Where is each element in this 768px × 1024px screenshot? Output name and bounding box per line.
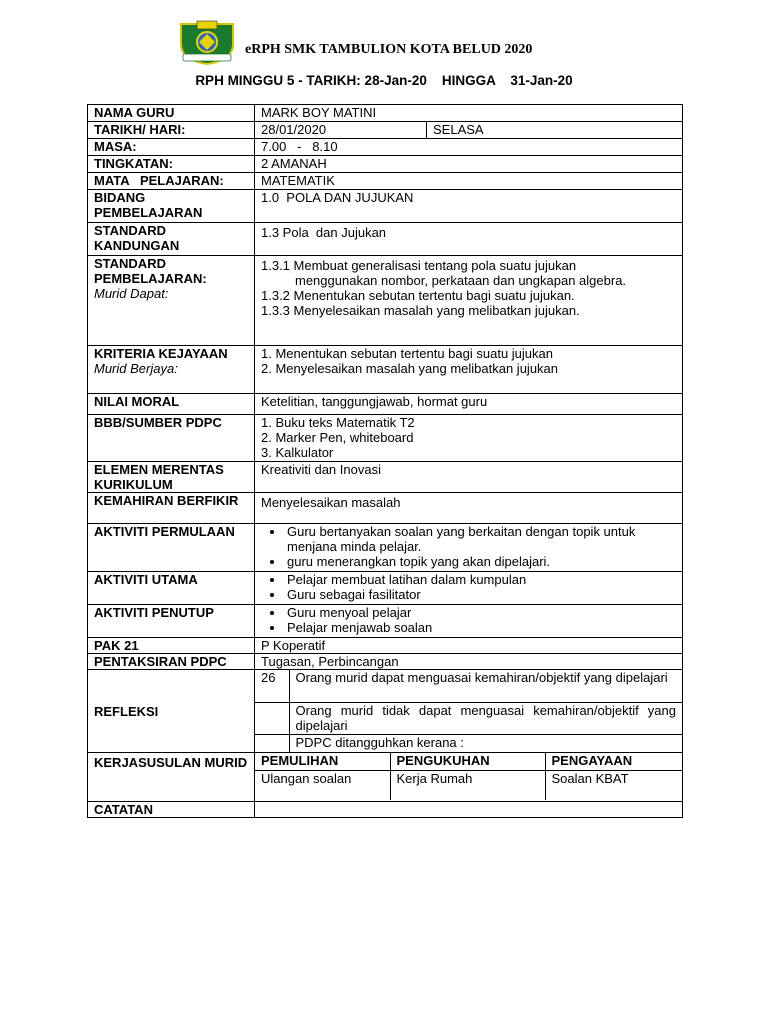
row-pak21 [88, 638, 683, 654]
penutup-item-1: • Guru menyoal pelajar [285, 605, 676, 620]
week-label: RPH MINGGU 5 - TARIKH: 28-Jan-20 [195, 73, 427, 88]
value-pentaksiran: Tugasan, Perbincangan [255, 654, 683, 670]
value-refleksi [255, 670, 683, 753]
kerjasusulan-pemulihan: Ulangan soalan [255, 770, 390, 800]
label-pentaksiran: PENTAKSIRAN PDPC [88, 654, 255, 670]
kriteria-line-2: 2. Menyelesaikan masalah yang melibatkan jujukan [261, 361, 559, 376]
row-nama-guru [88, 105, 683, 122]
value-kriteria [255, 346, 683, 394]
sp-line-1: 1.3.1 Membuat generalisasi tentang pola suatu jujukan [261, 258, 577, 273]
label-refleksi: REFLEKSI [88, 670, 255, 753]
value-utama [255, 572, 683, 605]
standard-pembelajaran-title: STANDARD PEMBELAJARAN: [94, 256, 207, 286]
row-kriteria [88, 346, 683, 394]
row-refleksi [88, 670, 683, 753]
bbb-line-2: 2. Marker Pen, whiteboard [261, 430, 414, 445]
row-nilai-moral [88, 394, 683, 415]
row-tarikh [88, 122, 683, 139]
row-permulaan [88, 524, 683, 572]
school-logo-icon [177, 20, 237, 66]
sp-line-1b: menggunakan nombor, perkataan dan ungkapan algebra. [295, 273, 627, 288]
label-kerjasusulan: KERJASUSULAN MURID [88, 753, 255, 802]
until-label: HINGGA [441, 73, 496, 88]
kerjasusulan-head-pengayaan: PENGAYAAN [545, 753, 682, 770]
permulaan-item-1: • Guru bertanyakan soalan yang berkaitan dengan topik untuk menjana minda pelajar. [285, 524, 676, 554]
value-standard-kandungan: 1.3 Pola dan Jujukan [255, 223, 683, 256]
bbb-line-1: 1. Buku teks Matematik T2 [261, 415, 415, 430]
row-kemahiran [88, 493, 683, 524]
value-bbb [255, 415, 683, 462]
label-penutup: AKTIVITI PENUTUP [88, 605, 255, 638]
label-permulaan: AKTIVITI PERMULAAN [88, 524, 255, 572]
row-penutup [88, 605, 683, 638]
refleksi-text-1: Orang murid dapat menguasai kemahiran/objektif yang dipelajari [289, 670, 682, 702]
value-emk: Kreativiti dan Inovasi [255, 462, 683, 493]
value-nilai-moral: Ketelitian, tanggungjawab, hormat guru [255, 394, 683, 415]
label-tingkatan: TINGKATAN: [88, 156, 255, 173]
value-penutup [255, 605, 683, 638]
school-title: eRPH SMK TAMBULION KOTA BELUD 2020 [245, 42, 533, 57]
row-utama [88, 572, 683, 605]
kriteria-sub: Murid Berjaya: [94, 361, 178, 376]
value-bidang: 1.0 POLA DAN JUJUKAN [255, 190, 683, 223]
row-emk [88, 462, 683, 493]
lesson-plan-table [87, 104, 683, 818]
label-masa: MASA: [88, 139, 255, 156]
row-standard-kandungan [88, 223, 683, 256]
label-bidang: BIDANG PEMBELAJARAN [88, 190, 255, 223]
kriteria-line-1: 1. Menentukan sebutan tertentu bagi suatu jujukan [261, 346, 553, 361]
value-mata-pelajaran: MATEMATIK [255, 173, 683, 190]
label-emk: ELEMEN MERENTAS KURIKULUM [88, 462, 255, 493]
value-masa: 7.00 - 8.10 [255, 139, 683, 156]
rph-week-subtitle [0, 73, 768, 88]
label-utama: AKTIVITI UTAMA [88, 572, 255, 605]
sp-line-3: 1.3.3 Menyelesaikan masalah yang melibatkan jujukan. [261, 303, 580, 318]
label-catatan: CATATAN [88, 802, 255, 818]
value-pak21: P Koperatif [255, 638, 683, 654]
kerjasusulan-head-pemulihan: PEMULIHAN [255, 753, 390, 770]
row-mata-pelajaran [88, 173, 683, 190]
end-date: 31-Jan-20 [510, 73, 573, 88]
label-mata-pelajaran: MATA PELAJARAN: [88, 173, 255, 190]
penutup-item-2: • Pelajar menjawab soalan [285, 620, 676, 635]
label-nama-guru: NAMA GURU [88, 105, 255, 122]
row-catatan [88, 802, 683, 818]
refleksi-table [255, 670, 682, 752]
row-standard-pembelajaran [88, 256, 683, 346]
label-standard-pembelajaran [88, 256, 255, 346]
value-nama-guru: MARK BOY MATINI [255, 105, 683, 122]
utama-item-1: • Pelajar membuat latihan dalam kumpulan [285, 572, 676, 587]
value-tarikh-day: SELASA [427, 122, 683, 139]
kerjasusulan-pengayaan: Soalan KBAT [545, 770, 682, 800]
label-tarikh: TARIKH/ HARI: [88, 122, 255, 139]
standard-pembelajaran-sub: Murid Dapat: [94, 286, 169, 301]
refleksi-count-3 [255, 734, 289, 752]
refleksi-text-3: PDPC ditangguhkan kerana : [289, 734, 682, 752]
row-bidang [88, 190, 683, 223]
value-catatan [255, 802, 683, 818]
row-bbb [88, 415, 683, 462]
utama-item-2: • Guru sebagai fasilitator [285, 587, 676, 602]
row-kerjasusulan [88, 753, 683, 802]
refleksi-count-1: 26 [255, 670, 289, 702]
kerjasusulan-head-pengukuhan: PENGUKUHAN [390, 753, 545, 770]
kriteria-title: KRITERIA KEJAYAAN [94, 346, 228, 361]
label-bbb: BBB/SUMBER PDPC [88, 415, 255, 462]
sp-line-2: 1.3.2 Menentukan sebutan tertentu bagi suatu jujukan. [261, 288, 575, 303]
value-standard-pembelajaran [255, 256, 683, 346]
label-nilai-moral: NILAI MORAL [88, 394, 255, 415]
kerjasusulan-table [255, 753, 682, 800]
permulaan-item-2: • guru menerangkan topik yang akan dipelajari. [285, 554, 676, 569]
refleksi-count-2 [255, 702, 289, 734]
label-pak21: PAK 21 [88, 638, 255, 654]
refleksi-text-2: Orang murid tidak dapat menguasai kemahiran/objektif yang dipelajari [289, 702, 682, 734]
value-tarikh-date: 28/01/2020 [255, 122, 427, 139]
value-kerjasusulan [255, 753, 683, 802]
label-kriteria [88, 346, 255, 394]
label-kemahiran: KEMAHIRAN BERFIKIR [88, 493, 255, 524]
value-permulaan [255, 524, 683, 572]
row-tingkatan [88, 156, 683, 173]
kerjasusulan-pengukuhan: Kerja Rumah [390, 770, 545, 800]
row-pentaksiran [88, 654, 683, 670]
value-kemahiran: Menyelesaikan masalah [255, 493, 683, 524]
value-tingkatan: 2 AMANAH [255, 156, 683, 173]
bbb-line-3: 3. Kalkulator [261, 445, 334, 460]
label-standard-kandungan: STANDARD KANDUNGAN [88, 223, 255, 256]
row-masa [88, 139, 683, 156]
